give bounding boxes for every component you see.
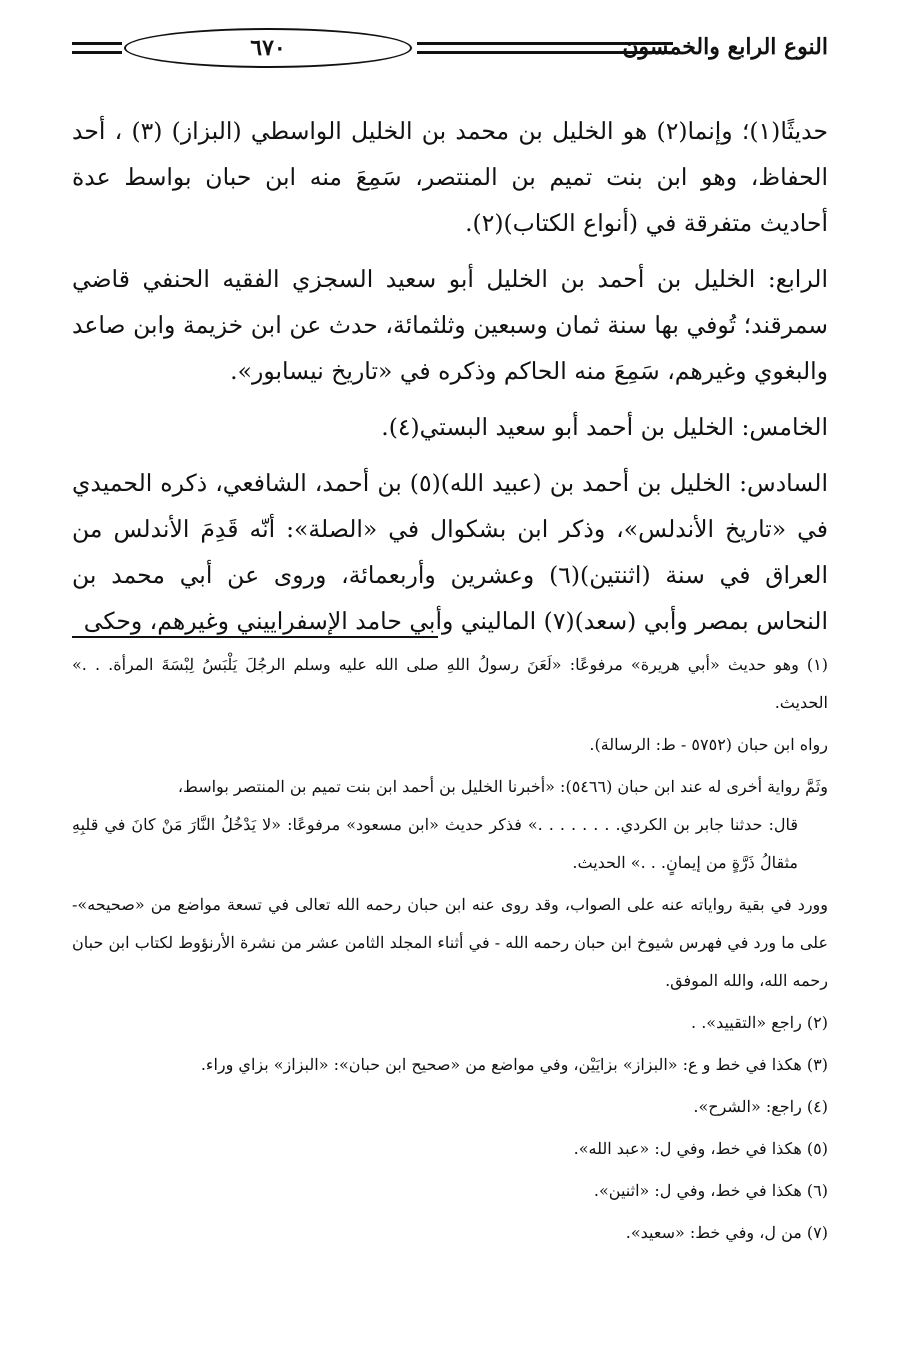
paragraph-2: الرابع: الخليل بن أحمد بن الخليل أبو سعيد السجزي الفقيه الحنفي قاضي سمرقند؛ تُوفي بها سنة ثمان وسبعين وثلثمائة، حدث عن ابن خزيمة وابن صاعد والبغوي وغيرهم، سَمِعَ منه الحاكم وذكره في «تاريخ نيسابور». [72, 265, 828, 385]
footnote-1-other-narration: وثَمَّ رواية أخرى له عند ابن حبان (٥٤٦٦): «أخبرنا الخليل بن أحمد ابن بنت تميم بن المنتصر بواسط، [177, 777, 828, 796]
chapter-title: النوع الرابع والخمسون [622, 34, 828, 60]
footnote-1: (١) وهو حديث «أبي هريرة» مرفوعًا: «لَعَنَ رسولُ اللهِ صلى الله عليه وسلم الرجُلَ يَلْبَسُ لِبْسَةَ المرأة. . .» الحديث. [72, 655, 828, 712]
footnote-1-quote: قال: حدثنا جابر بن الكردي. . . . . . . .» فذكر حديث «ابن مسعود» مرفوعًا: «لا يَدْخُلُ النَّارَ مَنْ كانَ في قلبِهِ مثقالُ ذَرَّةٍ من إيمانٍ. . .» الحديث. [72, 815, 798, 872]
footnote-divider [72, 636, 438, 638]
footnote-5: (٥) هكذا في خط، وفي ل: «عبد الله». [573, 1139, 828, 1158]
footnote-4: (٤) راجع: «الشرح». [693, 1097, 828, 1116]
footnote-6: (٦) هكذا في خط، وفي ل: «اثنين». [593, 1181, 828, 1200]
footnote-1-remark: وورد في بقية رواياته عنه على الصواب، وقد روى عنه ابن حبان رحمه الله تعالى في تسعة مواضع من «صحيحه»- على ما ورد في فهرس شيوخ ابن حبان رحمه الله - في أثناء المجلد الثامن عشر من نشرة الأرنؤوط لكتاب ابن حبان رحمه الله، والله الموفق. [72, 895, 828, 990]
paragraph-1: حديثًا(١)؛ وإنما(٢) هو الخليل بن محمد بن الخليل الواسطي (البزاز) (٣) ، أحد الحفاظ، وهو ابن بنت تميم بن المنتصر، سَمِعَ منه ابن حبان بواسط عدة أحاديث متفرقة في (أنواع الكتاب)(٢). [72, 117, 828, 237]
footnote-3: (٣) هكذا في خط و ع: «البزاز» بزايَيْن، وفي مواضع من «صحيح ابن حبان»: «البزاز» بزاي وراء. [200, 1055, 828, 1074]
main-text [72, 108, 828, 644]
footnote-2: (٢) راجع «التقييد». . [691, 1013, 828, 1032]
page-number: ٦٧٠ [124, 28, 412, 68]
footnote-7: (٧) من ل، وفي خط: «سعيد». [625, 1223, 828, 1242]
footnotes [72, 646, 828, 1252]
paragraph-3: الخامس: الخليل بن أحمد أبو سعيد البستي(٤). [381, 413, 828, 441]
header-rule-left [72, 42, 122, 54]
page-header [72, 28, 828, 72]
paragraph-4: السادس: الخليل بن أحمد بن (عبيد الله)(٥) بن أحمد، الشافعي، ذكره الحميدي في «تاريخ الأندلس»، وذكر ابن بشكوال في «الصلة»: أنّه قَدِمَ الأندلس من العراق في سنة (اثنتين)(٦) وعشرين وأربعمائة، وروى عن أبي محمد بن النحاس بمصر وأبي (سعد)(٧) الماليني وأبي حامد الإسفراييني وغيرهم، وحكى [72, 469, 828, 635]
footnote-1-source: رواه ابن حبان (٥٧٥٢ - ط: الرسالة). [589, 735, 828, 754]
header-rule-middle [417, 42, 673, 54]
